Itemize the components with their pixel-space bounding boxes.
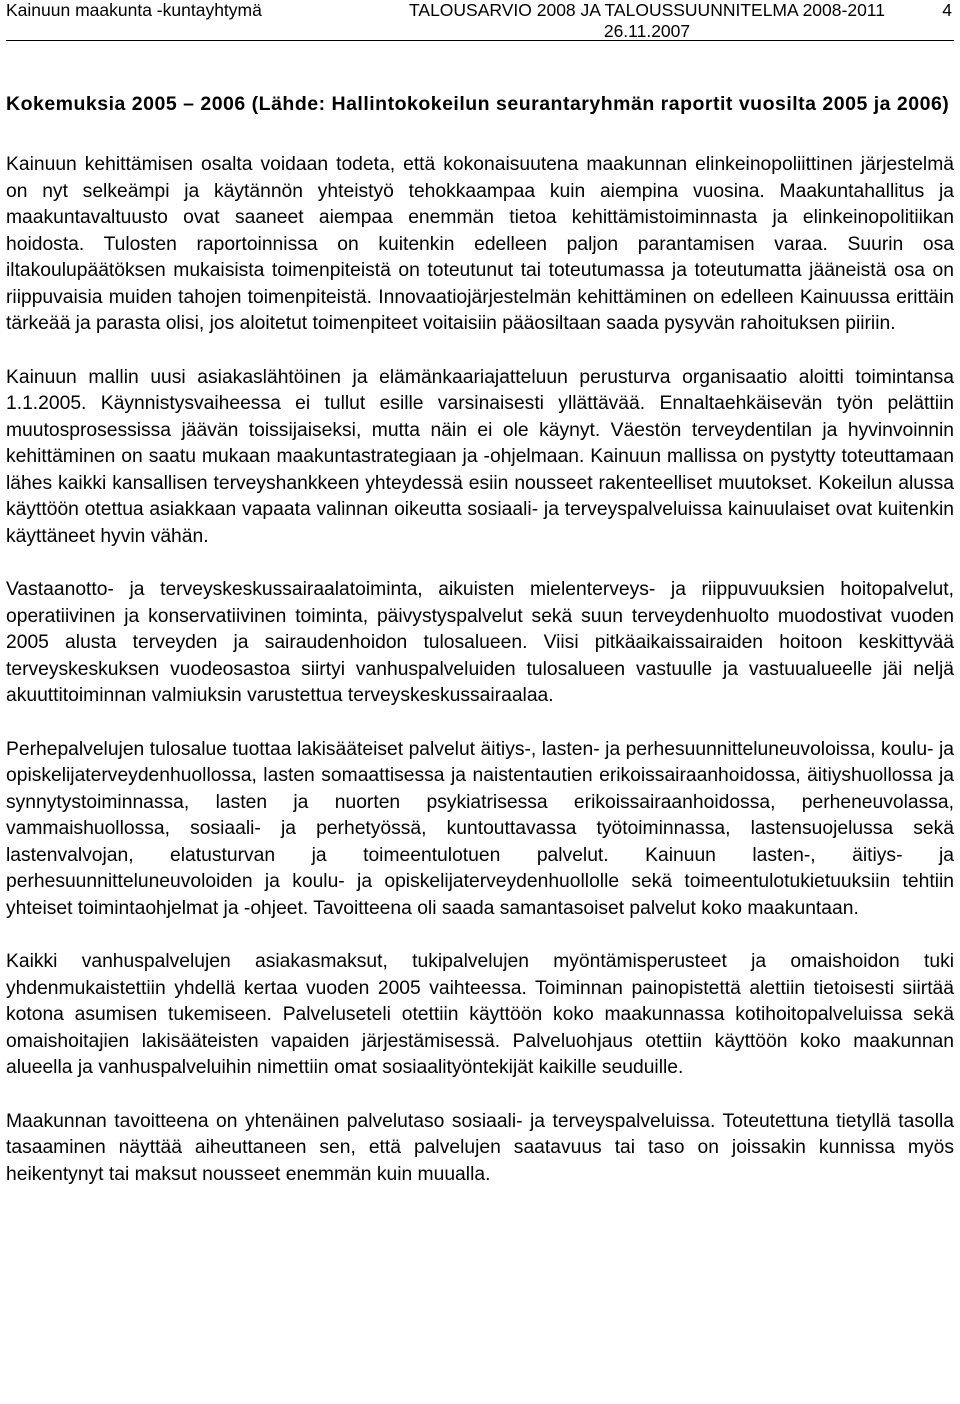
header-organization: Kainuun maakunta -kuntayhtymä: [6, 0, 262, 20]
spacer: [6, 710, 954, 737]
document-body: [6, 90, 954, 1188]
section-heading: Kokemuksia 2005 – 2006 (Lähde: Hallintokokeilun seurantaryhmän raportit vuosilta 2005 ja 2006): [6, 93, 950, 115]
header-page-number: 4: [942, 0, 952, 20]
spacer: [6, 1082, 954, 1109]
header-document-title: TALOUSARVIO 2008 JA TALOUSSUUNNITELMA 2008-2011: [409, 0, 885, 20]
spacer: [6, 550, 954, 577]
page-header: [6, 0, 954, 41]
header-date: 26.11.2007: [603, 21, 691, 41]
spacer: [6, 338, 954, 365]
paragraph-elinkeinopolitiikka: Kainuun kehittämisen osalta voidaan todeta, että kokonaisuutena maakunnan elinkeinopoliittinen järjestelmä on nyt selkeämpi ja käytännön yhteistyö tehokkaampaa kuin aiempina vuosina. Maakuntahallitus ja maakuntavaltuusto ovat saaneet aiempaa enemmän tietoa kehittämistoiminnasta ja elinkeinopolitiikan hoidosta. Tulosten raportoinnissa on kuitenkin edelleen paljon parantamisen varaa. Suurin osa iltakoulupäätöksen mukaisista toimenpiteistä on toteutunut tai toteutumassa ja toteutumatta jääneistä osa on riippuvaisia muiden tahojen toimenpiteistä. Innovaatiojärjestelmän kehittäminen on edelleen Kainuussa erittäin tärkeää ja parasta olisi, jos aloitetut toimenpiteet voitaisiin pääosiltaan saada pysyvän rahoituksen piiriin.: [6, 154, 954, 334]
paragraph-perusturva: Kainuun mallin uusi asiakaslähtöinen ja elämänkaariajatteluun perusturva organisaatio aloitti toimintansa 1.1.2005. Käynnistysvaiheessa ei tullut esille varsinaisesti yllättävää. Ennaltaehkäisevän työn pelättiin muutosprosessissa jäävän toissijaiseksi, mutta näin ei ole käynyt. Väestön terveydentilan ja hyvinvoinnin kehittäminen on saatu mukaan maakuntastrategiaan ja -ohjelmaan. Kainuun mallissa on pystytty toteuttamaan lähes kaikki kansallisen terveyshankkeen yhteydessä esiin nousseet rakenteelliset muutokset. Kokeilun alussa käyttöön otettua asiakkaan vapaata valinnan oikeutta sosiaali- ja terveyspalveluissa kainuulaiset ovat kuitenkin käyttäneet hyvin vähän.: [6, 366, 954, 547]
paragraph-vanhuspalvelut: Kaikki vanhuspalvelujen asiakasmaksut, tukipalvelujen myöntämisperusteet ja omaishoidon tuki yhdenmukaistettiin yhdellä kertaa vuoden 2005 vaihteessa. Toiminnan painopistettä alettiin tietoisesti siirtää kotona asumisen tukemiseen. Palveluseteli otettiin käyttöön koko maakunnassa kotihoitopalveluissa sekä omaishoitajien lakisääteisten vapaiden järjestämisessä. Palveluohjaus otettiin käyttöön koko maakunnan alueella ja vanhuspalveluihin nimettiin omat sosiaalityöntekijät kaikille seuduille.: [6, 951, 954, 1078]
paragraph-palvelutaso: Maakunnan tavoitteena on yhtenäinen palvelutaso sosiaali- ja terveyspalveluissa. Toteutettuna tietyllä tasolla tasaaminen näyttää aiheuttaneen sen, että palvelujen saatavuus tai taso on joissakin kunnissa myös heikentynyt tai maksut nousseet enemmän kuin muualla.: [6, 1110, 954, 1185]
spacer: [6, 119, 954, 152]
paragraph-perhepalvelut: Perhepalvelujen tulosalue tuottaa lakisääteiset palvelut äitiys-, lasten- ja perhesuunnitteluneuvoloissa, koulu- ja opiskelijaterveydenhuollossa, lasten somaattisessa ja naistentautien erikoissairaanhoidossa, äitiyshuollossa ja synnytystoiminnassa, lasten ja nuorten psykiatrisessa erikoissairaanhoidossa, perheneuvolassa, vammaishuollossa, sosiaali- ja perhetyössä, kuntouttavassa työtoiminnassa, lastensuojelussa sekä lastenvalvojan, elatusturvan ja toimeentulotuen palvelut. Kainuun lasten-, äitiys- ja perhesuunnitteluneuvoloiden ja koulu- ja opiskelijaterveydenhuollolle sekä toimeentulotukietuuksiin tehtiin yhteiset toimintaohjelmat ja -ohjeet. Tavoitteena oli saada samantasoiset palvelut koko maakuntaan.: [6, 738, 954, 919]
header-center: [372, 0, 922, 42]
spacer: [6, 922, 954, 949]
paragraph-terveyspalvelut: Vastaanotto- ja terveyskeskussairaalatoiminta, aikuisten mielenterveys- ja riippuvuuksien hoitopalvelut, operatiivinen ja konservatiivinen toiminta, päivystyspalvelut sekä suun terveydenhuolto muodostivat vuoden 2005 alusta terveyden ja sairaudenhoidon tulosalueen. Viisi pitkäaikaissairaiden hoitoon keskittyvää terveyskeskuksen vuodeosastoa siirtyi vanhuspalveluiden tulosalueen vastuulle ja vastuualueelle jäi neljä akuuttitoiminnan valmiuksin varustettua terveyskeskussairaalaa.: [6, 579, 954, 706]
